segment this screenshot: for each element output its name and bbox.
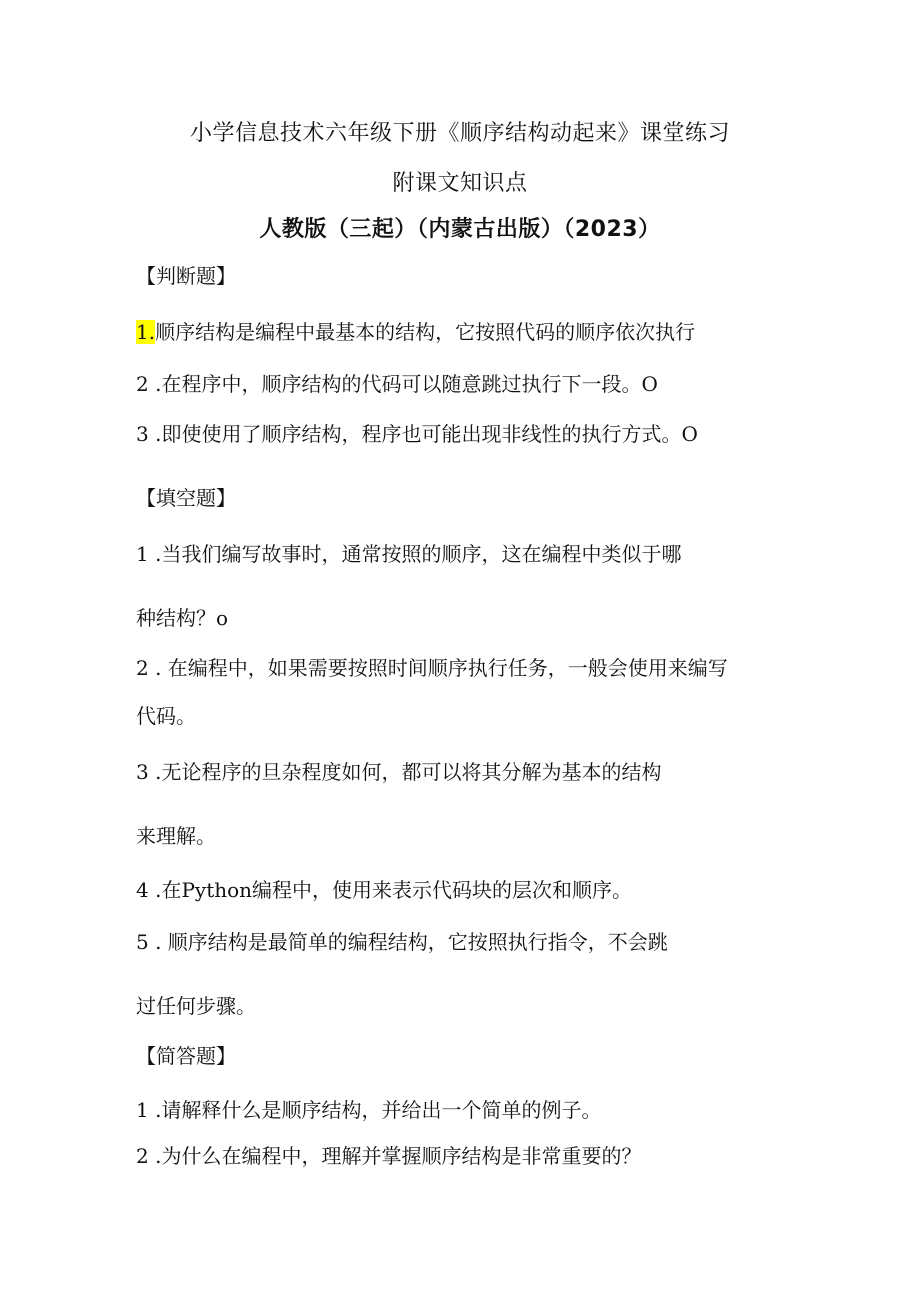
fill-question-2-line-1: 2 . 在编程中，如果需要按照时间顺序执行任务，一般会使用来编写	[136, 656, 728, 680]
title-line-2: 附课文知识点	[392, 171, 528, 196]
fill-question-1-line-1: 1 .当我们编写故事时，通常按照的顺序，这在编程中类似于哪	[136, 542, 682, 566]
question-number-highlight: 1.	[136, 320, 156, 344]
section-heading-judgment: 【判断题】	[136, 264, 236, 288]
fill-question-1-line-2: 种结构？o	[136, 606, 229, 630]
fill-question-5-line-2: 过任何步骤。	[136, 994, 256, 1018]
title-line-3: 人教版（三起）（内蒙古出版）（2023）	[259, 217, 661, 242]
fill-question-3-line-1: 3 .无论程序的旦杂程度如何，都可以将其分解为基本的结构	[136, 760, 662, 784]
judgment-question-1	[136, 316, 695, 345]
fill-question-2-line-2: 代码。	[136, 704, 196, 728]
short-question-1: 1 .请解释什么是顺序结构，并给出一个简单的例子。	[136, 1098, 602, 1122]
title-line-1: 小学信息技术六年级下册《顺序结构动起来》课堂练习	[189, 121, 730, 146]
fill-question-5-line-1: 5 . 顺序结构是最简单的编程结构，它按照执行指令，不会跳	[136, 930, 668, 954]
fill-question-3-line-2: 来理解。	[136, 824, 216, 848]
section-heading-fill: 【填空题】	[136, 486, 236, 510]
judgment-question-2: 2 .在程序中，顺序结构的代码可以随意跳过执行下一段。O	[136, 372, 658, 396]
judgment-question-1-text: 顺序结构是编程中最基本的结构，它按照代码的顺序依次执行	[155, 320, 696, 344]
fill-question-4: 4 .在Python编程中，使用来表示代码块的层次和顺序。	[136, 878, 633, 902]
judgment-question-3: 3 .即使使用了顺序结构，程序也可能出现非线性的执行方式。O	[136, 422, 698, 446]
short-question-2: 2 .为什么在编程中，理解并掌握顺序结构是非常重要的？	[136, 1144, 642, 1168]
section-heading-short-answer: 【简答题】	[136, 1044, 236, 1068]
